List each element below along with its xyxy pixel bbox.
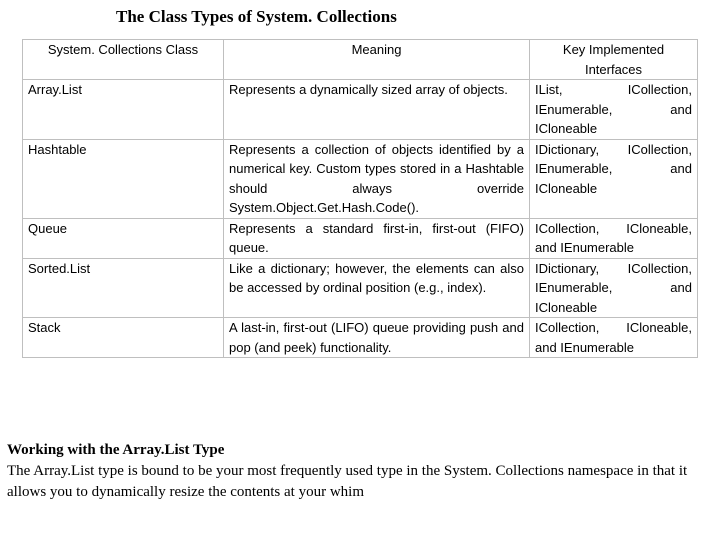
header-interfaces: Key Implemented Interfaces — [530, 40, 698, 80]
meaning-cell: Represents a dynamically sized array of objects. — [224, 80, 530, 140]
class-name-cell: Queue — [23, 218, 224, 258]
header-class: System. Collections Class — [23, 40, 224, 80]
class-name-cell: Sorted.List — [23, 258, 224, 318]
class-name-cell: Hashtable — [23, 139, 224, 218]
table-header-row — [23, 40, 698, 80]
header-meaning: Meaning — [224, 40, 530, 80]
table-row — [23, 318, 698, 358]
interfaces-cell: IList, ICollection, IEnumerable, and ICloneable — [530, 80, 698, 140]
table-row — [23, 258, 698, 318]
interfaces-cell: IDictionary, ICollection, IEnumerable, and ICloneable — [530, 258, 698, 318]
interfaces-cell: ICollection, ICloneable, and IEnumerable — [530, 318, 698, 358]
table-row — [23, 139, 698, 218]
section-heading: Working with the Array.List Type — [7, 442, 225, 458]
collections-table — [22, 39, 698, 358]
page-title: The Class Types of System. Collections — [116, 7, 397, 26]
table-row — [23, 80, 698, 140]
section-paragraph: The Array.List type is bound to be your most frequently used type in the System. Collections namespace in that it allows you to dynamically resize the contents at your whim — [7, 463, 688, 500]
class-name-cell: Array.List — [23, 80, 224, 140]
meaning-cell: Represents a collection of objects identified by a numerical key. Custom types stored in a Hashtable should always override System.Object.Get.Hash.Code(). — [224, 139, 530, 218]
interfaces-cell: ICollection, ICloneable, and IEnumerable — [530, 218, 698, 258]
meaning-cell: Like a dictionary; however, the elements can also be accessed by ordinal position (e.g., index). — [224, 258, 530, 318]
table-row — [23, 218, 698, 258]
meaning-cell: A last-in, first-out (LIFO) queue providing push and pop (and peek) functionality. — [224, 318, 530, 358]
interfaces-cell: IDictionary, ICollection, IEnumerable, and ICloneable — [530, 139, 698, 218]
class-name-cell: Stack — [23, 318, 224, 358]
meaning-cell: Represents a standard first-in, first-out (FIFO) queue. — [224, 218, 530, 258]
